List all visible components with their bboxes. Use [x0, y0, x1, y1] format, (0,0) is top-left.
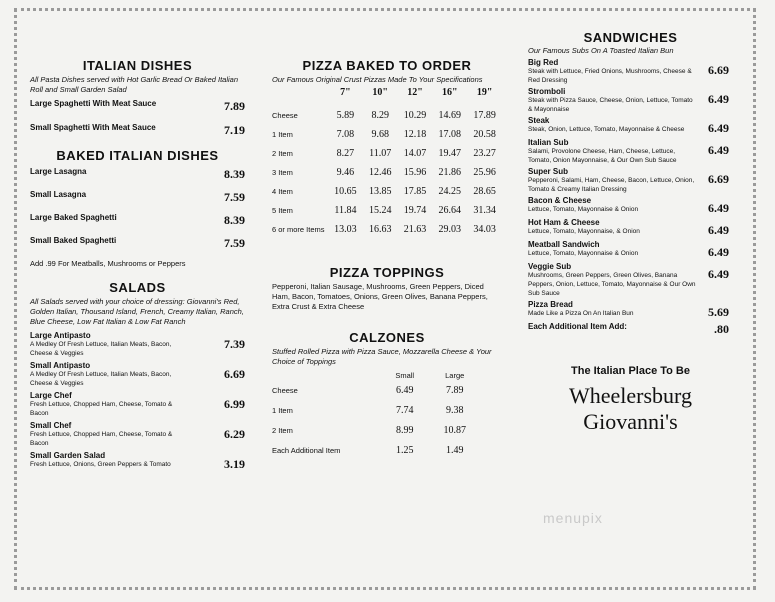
left-column	[30, 58, 245, 475]
item-text	[528, 262, 696, 298]
branding-block	[528, 365, 733, 435]
pizza-row-label: 4 Item	[272, 187, 293, 196]
menu-item	[30, 236, 245, 251]
item-name: Large Baked Spaghetti	[30, 213, 117, 222]
restaurant-name-line2: Giovanni's	[583, 409, 678, 434]
item-text	[528, 240, 696, 258]
item-name: Bacon & Cheese	[528, 196, 592, 205]
pizza-price: 26.64	[438, 205, 462, 216]
right-column	[528, 30, 733, 435]
item-text	[528, 58, 696, 85]
pizza-price-table	[272, 87, 502, 239]
pizza-row	[272, 125, 502, 144]
item-name: Stromboli	[528, 87, 566, 96]
pizza-price: 31.34	[473, 205, 496, 216]
calzone-row-label: 1 Item	[272, 405, 293, 415]
calzone-row	[272, 420, 482, 440]
calzone-row	[272, 380, 482, 400]
calzones-description: Stuffed Rolled Pizza with Pizza Sauce, Mozzarella Cheese & Your Choice of Toppings	[272, 347, 492, 366]
sandwiches-heading: SANDWICHES	[583, 30, 678, 45]
item-description: Lettuce, Tomato, Mayonnaise & Onion	[528, 206, 639, 213]
item-description: Fresh Lettuce, Onions, Green Peppers & Tomato	[30, 461, 171, 468]
pizza-price: 9.68	[371, 129, 389, 140]
calzone-row	[272, 440, 482, 460]
pizza-price: 19.74	[403, 205, 427, 216]
item-name: Large Spaghetti With Meat Sauce	[30, 99, 157, 108]
middle-column	[272, 58, 502, 460]
menu-item	[528, 262, 733, 298]
menu-item	[30, 451, 245, 472]
pizza-price: 10.29	[403, 110, 427, 121]
pizza-price: 19.47	[438, 148, 462, 159]
item-name: Small Baked Spaghetti	[30, 236, 117, 245]
item-description: Lettuce, Tomato, Mayonnaise, & Onion	[528, 228, 640, 235]
item-text	[30, 391, 190, 418]
menu-item	[528, 167, 733, 194]
menu-item	[30, 361, 245, 388]
pizza-price: 14.69	[438, 110, 462, 121]
item-name: Steak	[528, 116, 550, 125]
calzone-row-label: 2 Item	[272, 425, 293, 435]
menu-item	[528, 300, 733, 320]
item-price: 7.59	[224, 236, 245, 250]
pizza-price: 20.58	[473, 129, 496, 140]
pizza-size-header: 10"	[372, 87, 388, 98]
pizza-row	[272, 106, 502, 125]
item-price: 6.69	[708, 63, 729, 77]
calzones-header-small: Small	[395, 371, 415, 380]
pizza-price: 21.63	[403, 224, 427, 235]
pizza-price: 15.96	[403, 167, 427, 178]
menu-item	[30, 421, 245, 448]
baked-italian-heading: BAKED ITALIAN DISHES	[56, 148, 219, 163]
calzone-large-price: 7.89	[445, 384, 464, 396]
item-name: Small Lasagna	[30, 190, 87, 199]
item-text	[30, 361, 190, 388]
pizza-heading: PIZZA BAKED TO ORDER	[302, 58, 472, 73]
calzone-small-price: 6.49	[395, 384, 414, 396]
item-price: 7.19	[224, 123, 245, 137]
item-text	[528, 196, 696, 214]
pizza-price: 11.07	[369, 148, 392, 159]
calzone-small-price: 7.74	[395, 404, 414, 416]
item-name: Meatball Sandwich	[528, 240, 600, 249]
calzone-row	[272, 400, 482, 420]
item-name: Small Antipasto	[30, 361, 91, 370]
pizza-price: 21.86	[438, 167, 462, 178]
italian-dishes-description: All Pasta Dishes served with Hot Garlic Bread Or Baked Italian Roll and Small Garden Salad	[30, 75, 239, 94]
pizza-price: 7.08	[336, 129, 355, 140]
toppings-text: Pepperoni, Italian Sausage, Mushrooms, Green Peppers, Diced Ham, Bacon, Tomatoes, Onions, Green Olives, Banana Peppers, Extra Crust & Extra Cheese	[272, 282, 488, 311]
calzone-small-price: 1.25	[395, 444, 414, 456]
calzone-row-label: Cheese	[272, 385, 298, 395]
item-description: Lettuce, Tomato, Mayonnaise & Onion	[528, 250, 639, 257]
menu-item	[528, 196, 733, 216]
pizza-size-header: 16"	[442, 87, 458, 98]
pizza-description: Our Famous Original Crust Pizzas Made To Your Specifications	[272, 75, 483, 84]
item-price: 6.49	[708, 201, 729, 215]
additional-item-price: .80	[714, 322, 729, 336]
item-price: 6.49	[708, 245, 729, 259]
watermark: menupix	[543, 510, 603, 526]
item-name: Small Garden Salad	[30, 451, 106, 460]
item-description: Mushrooms, Green Peppers, Green Olives, Banana Peppers, Onion, Lettuce, Tomato, Mayonnaise & Our Own Sub Sauce	[528, 272, 696, 297]
menu-item	[30, 213, 245, 228]
italian-dishes-heading: ITALIAN DISHES	[82, 58, 193, 73]
item-price: 6.69	[224, 367, 245, 381]
item-text	[528, 138, 696, 165]
item-name: Large Chef	[30, 391, 72, 400]
calzone-small-price: 8.99	[395, 424, 414, 436]
pizza-price: 17.85	[403, 186, 427, 197]
additional-item-label: Each Additional Item Add:	[528, 322, 627, 331]
item-text	[528, 300, 696, 318]
menu-item	[528, 58, 733, 85]
pizza-row-label: 3 Item	[272, 168, 293, 177]
calzone-large-price: 10.87	[443, 424, 466, 436]
pizza-size-header: 7"	[340, 87, 351, 98]
salads-heading: SALADS	[109, 280, 166, 295]
sandwiches-description: Our Famous Subs On A Toasted Italian Bun	[528, 46, 674, 55]
item-name: Large Antipasto	[30, 331, 91, 340]
pizza-price: 17.08	[438, 129, 462, 140]
item-description: Fresh Lettuce, Chopped Ham, Cheese, Tomato & Bacon	[30, 431, 173, 447]
pizza-price: 9.46	[336, 167, 355, 178]
pizza-price: 10.65	[334, 186, 357, 197]
item-name: Veggie Sub	[528, 262, 572, 271]
item-price: 8.39	[224, 213, 245, 227]
item-price: 8.39	[224, 167, 245, 181]
pizza-row-label: 5 Item	[272, 206, 293, 215]
pizza-row	[272, 201, 502, 220]
pizza-price: 29.03	[438, 224, 462, 235]
pizza-price: 23.27	[473, 148, 496, 159]
pizza-size-header: 12"	[407, 87, 423, 98]
item-description: Fresh Lettuce, Chopped Ham, Cheese, Tomato & Bacon	[30, 401, 173, 417]
item-description: Steak, Onion, Lettuce, Tomato, Mayonnaise & Cheese	[528, 126, 685, 133]
pizza-price: 25.96	[473, 167, 496, 178]
menu-item	[528, 138, 733, 165]
item-description: Made Like a Pizza On An Italian Bun	[528, 310, 634, 317]
calzones-header-large: Large	[445, 371, 465, 380]
item-description: Steak with Lettuce, Fried Onions, Mushrooms, Cheese & Red Dressing	[528, 68, 692, 84]
pizza-row	[272, 163, 502, 182]
item-price: 5.69	[708, 305, 729, 319]
pizza-price: 12.46	[368, 167, 392, 178]
menu-item	[528, 240, 733, 260]
additional-item-row	[528, 322, 733, 337]
item-price: 6.49	[708, 143, 729, 157]
item-name: Small Chef	[30, 421, 72, 430]
item-price: 6.49	[708, 267, 729, 281]
calzone-row-label: Each Additional Item	[272, 445, 341, 455]
pizza-price: 8.29	[371, 110, 389, 121]
item-text	[30, 451, 190, 469]
pizza-price: 24.25	[438, 186, 462, 197]
menu-item	[30, 391, 245, 418]
item-price: 7.89	[224, 99, 245, 113]
item-text	[528, 218, 696, 236]
pizza-row-label: 1 Item	[272, 130, 293, 139]
toppings-heading: PIZZA TOPPINGS	[329, 265, 445, 280]
pizza-row	[272, 220, 502, 239]
item-text	[528, 167, 696, 194]
item-price: 7.59	[224, 190, 245, 204]
item-price: 7.39	[224, 337, 245, 351]
restaurant-name-line1: Wheelersburg	[569, 383, 692, 408]
pizza-row-label: Cheese	[272, 111, 298, 120]
pizza-price: 14.07	[403, 148, 427, 159]
item-price: 6.69	[708, 172, 729, 186]
pizza-price: 12.18	[403, 129, 427, 140]
item-description: Steak with Pizza Sauce, Cheese, Onion, Lettuce, Tomato & Mayonnaise	[528, 97, 693, 113]
item-text	[30, 421, 190, 448]
pizza-price: 34.03	[473, 224, 496, 235]
item-text	[528, 87, 696, 114]
pizza-price: 13.85	[368, 186, 392, 197]
menu-item	[30, 123, 245, 138]
calzones-heading: CALZONES	[349, 330, 425, 345]
pizza-price: 28.65	[473, 186, 496, 197]
item-description: Pepperoni, Salami, Ham, Cheese, Bacon, Lettuce, Onion, Tomato & Creamy Italian Dressing	[528, 177, 695, 193]
item-price: 6.49	[708, 92, 729, 106]
item-name: Pizza Bread	[528, 300, 573, 309]
menu-item	[30, 331, 245, 358]
item-price: 6.49	[708, 121, 729, 135]
tagline: The Italian Place To Be	[571, 365, 690, 377]
menu-item	[528, 116, 733, 136]
item-description: Salami, Provolone Cheese, Ham, Cheese, Lettuce, Tomato, Onion Mayonnaise, & Our Own Sub Sauce	[528, 148, 677, 164]
item-text	[528, 116, 696, 134]
menu-item	[528, 218, 733, 238]
item-name: Super Sub	[528, 167, 569, 176]
pizza-row	[272, 144, 502, 163]
item-price: 6.99	[224, 397, 245, 411]
calzone-large-price: 9.38	[445, 404, 464, 416]
salads-description: All Salads served with your choice of dressing: Giovanni's Red, Golden Italian, Thousand Island, French, Creamy Italian, Ranch, Blue Cheese, Low Fat Italian & Low Fat Ranch	[30, 297, 244, 326]
sandwiches-list	[528, 58, 733, 320]
item-name: Big Red	[528, 58, 559, 67]
calzone-large-price: 1.49	[445, 444, 464, 456]
pizza-row-label: 6 or more Items	[272, 225, 325, 234]
pizza-price: 15.24	[368, 205, 392, 216]
item-text	[30, 331, 190, 358]
pizza-price: 11.84	[334, 205, 357, 216]
menu-item	[30, 190, 245, 205]
item-name: Small Spaghetti With Meat Sauce	[30, 123, 156, 132]
item-description: A Medley Of Fresh Lettuce, Italian Meats, Bacon, Cheese & Veggies	[30, 341, 172, 357]
pizza-row-label: 2 Item	[272, 149, 293, 158]
pizza-size-header: 19"	[476, 87, 493, 98]
pizza-price: 5.89	[336, 110, 355, 121]
calzones-table	[272, 371, 482, 460]
menu-item	[30, 99, 245, 114]
item-price: 3.19	[224, 457, 245, 471]
item-description: A Medley Of Fresh Lettuce, Italian Meats, Bacon, Cheese & Veggies	[30, 371, 172, 387]
salads-list	[30, 331, 245, 472]
item-price: 6.29	[224, 427, 245, 441]
item-price: 6.49	[708, 223, 729, 237]
menu-item	[528, 87, 733, 114]
item-name: Hot Ham & Cheese	[528, 218, 600, 227]
pizza-price: 16.63	[368, 224, 392, 235]
pizza-price: 13.03	[334, 224, 357, 235]
item-name: Large Lasagna	[30, 167, 87, 176]
menu-item	[30, 167, 245, 182]
italian-dishes-list	[30, 99, 245, 138]
baked-italian-list	[30, 167, 245, 251]
baked-italian-note: Add .99 For Meatballs, Mushrooms or Peppers	[30, 259, 186, 268]
item-name: Italian Sub	[528, 138, 569, 147]
pizza-price: 17.89	[473, 110, 496, 121]
pizza-price: 8.27	[336, 148, 355, 159]
pizza-row	[272, 182, 502, 201]
